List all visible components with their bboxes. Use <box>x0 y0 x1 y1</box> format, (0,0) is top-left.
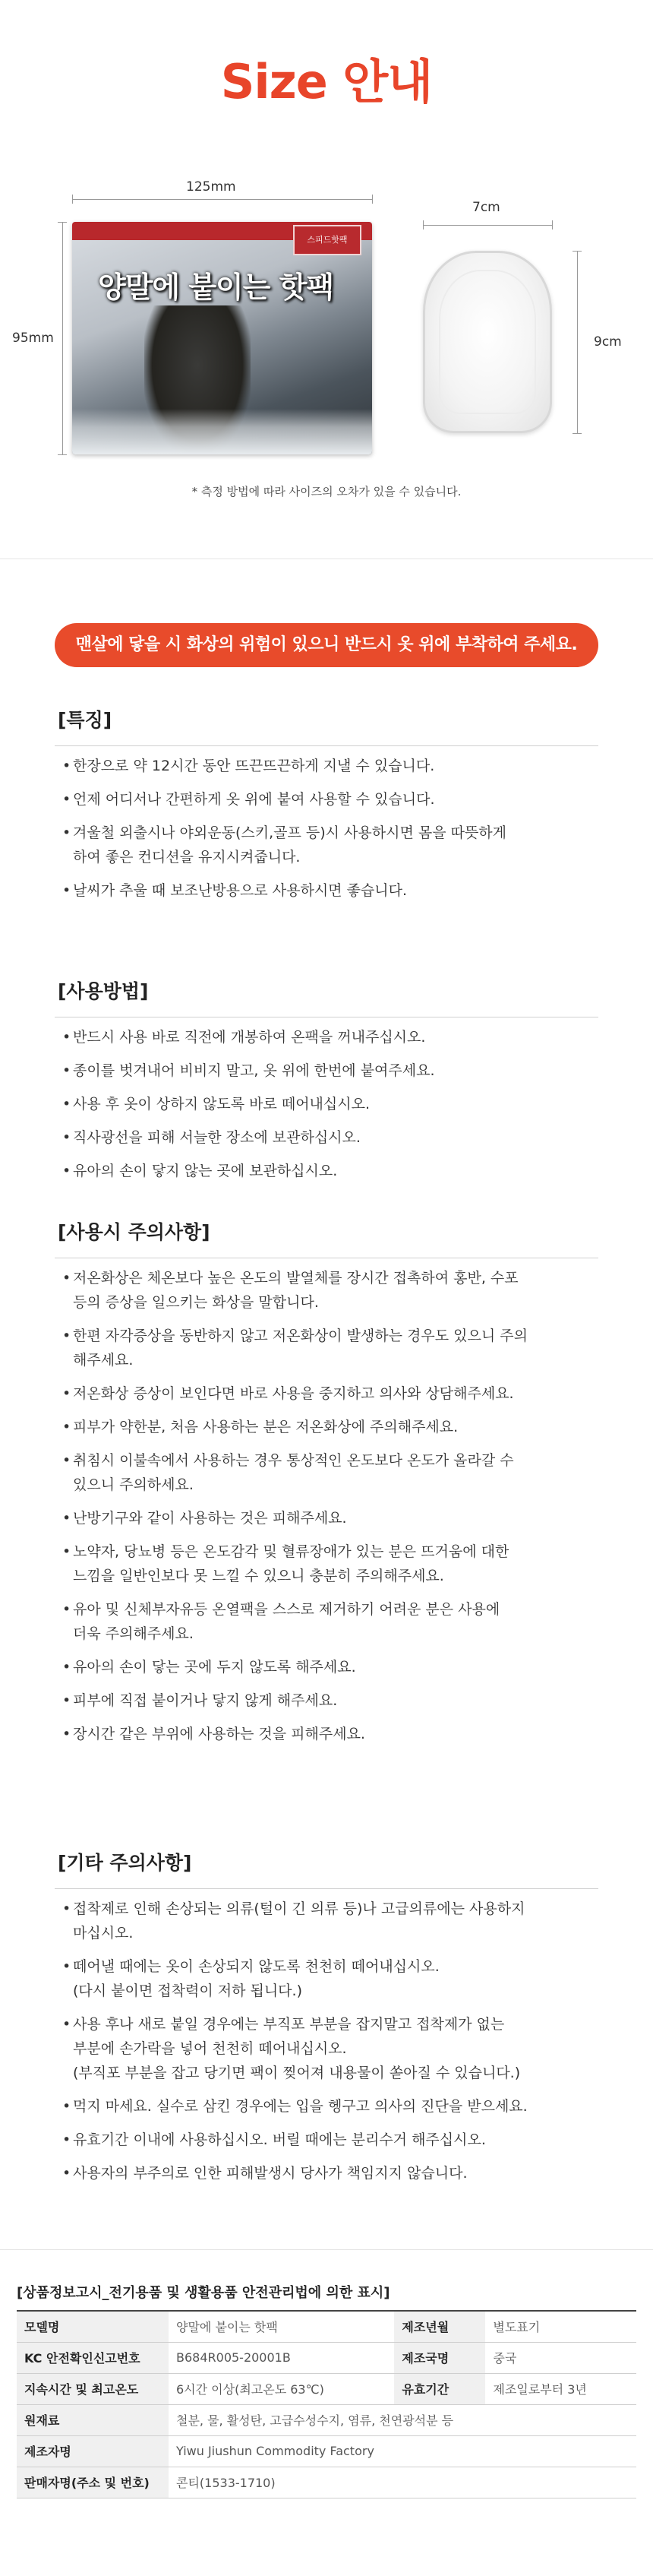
list-item: • 언제 어디서나 간편하게 옷 위에 붙여 사용할 수 있습니다. <box>55 787 598 812</box>
table-header-cell: 제조년월 <box>394 2311 485 2342</box>
list-item: • 사용자의 부주의로 인한 피해발생시 당사가 책임지지 않습니다. <box>55 2161 598 2185</box>
list-item: • 사용 후 옷이 상하지 않도록 바로 떼어내십시오. <box>55 1092 598 1116</box>
section-features <box>55 705 598 912</box>
pad-width-label: 7cm <box>472 200 500 215</box>
list-item: • 사용 후나 새로 붙일 경우에는 부직포 부분을 잡지말고 접착제가 없는 부분에 손가락을 넣어 천천히 떼어내십시오. (부직포 부분을 잡고 당기면 팩이 찢어져 내용물이 쏟아질 수 있습니다.) <box>55 2012 598 2085</box>
table-header-cell: 유효기간 <box>394 2373 485 2404</box>
table-header-cell: KC 안전확인신고번호 <box>17 2342 169 2373</box>
list-item: • 피부에 직접 붙이거나 닿지 않게 해주세요. <box>55 1688 598 1713</box>
list-item: • 유아의 손이 닿지 않는 곳에 보관하십시오. <box>55 1159 598 1183</box>
table-cell: 제조일로부터 3년 <box>485 2373 636 2404</box>
pack-width-label: 125mm <box>186 179 236 195</box>
caution-list <box>55 1258 598 1746</box>
pad-height-tick-bottom <box>573 433 582 434</box>
list-item: • 장시간 같은 부위에 사용하는 것을 피해주세요. <box>55 1722 598 1746</box>
pad-width-line <box>423 225 552 226</box>
table-row <box>17 2404 636 2435</box>
table-cell: 양말에 붙이는 핫팩 <box>169 2311 394 2342</box>
section-usage <box>55 976 598 1192</box>
table-cell: 6시간 이상(최고온도 63℃) <box>169 2373 394 2404</box>
table-header-cell: 지속시간 및 최고온도 <box>17 2373 169 2404</box>
pack-height-label: 95mm <box>12 331 54 346</box>
table-row <box>17 2311 636 2342</box>
list-item: • 날씨가 추울 때 보조난방용으로 사용하시면 좋습니다. <box>55 878 598 903</box>
hotpack-package-image <box>72 222 372 454</box>
package-snow <box>72 409 372 454</box>
pack-height-tick-top <box>58 222 67 223</box>
table-cell: 콘티(1533-1710) <box>169 2467 636 2498</box>
list-item: • 유아 및 신체부자유등 온열팩을 스스로 제거하기 어려운 분은 사용에 더욱 주의해주세요. <box>55 1597 598 1646</box>
size-note: * 측정 방법에 따라 사이즈의 오차가 있을 수 있습니다. <box>191 485 462 498</box>
pad-height-label: 9cm <box>594 334 622 350</box>
usage-list <box>55 1017 598 1183</box>
table-cell: 철분, 물, 활성탄, 고급수성수지, 염류, 천연광석분 등 <box>169 2404 636 2435</box>
burn-warning-banner: 맨살에 닿을 시 화상의 위험이 있으니 반드시 옷 위에 부착하여 주세요. <box>55 623 598 667</box>
pack-height-tick-bottom <box>58 454 67 455</box>
list-item: • 유아의 손이 닿는 곳에 두지 않도록 해주세요. <box>55 1655 598 1679</box>
table-header-cell: 원재료 <box>17 2404 169 2435</box>
table-cell: 별도표기 <box>485 2311 636 2342</box>
product-info-table <box>17 2310 636 2498</box>
pack-height-line <box>62 222 63 454</box>
section-title: [기타 주의사항] <box>58 1852 192 1874</box>
pad-height-line <box>577 251 578 433</box>
list-item: • 겨울철 외출시나 야외운동(스키,골프 등)시 사용하시면 몸을 따뜻하게 하여 좋은 컨디션을 유지시켜줍니다. <box>55 821 598 869</box>
section-title: [사용시 주의사항] <box>58 1221 210 1243</box>
list-item: • 떼어낼 때에는 옷이 손상되지 않도록 천천히 떼어내십시오. (다시 붙이면 접착력이 저하 됩니다.) <box>55 1954 598 2003</box>
section-divider <box>0 2249 653 2250</box>
list-item: • 먹지 마세요. 실수로 삼킨 경우에는 입을 헹구고 의사의 진단을 받으세요. <box>55 2094 598 2119</box>
pack-width-tick-right <box>372 195 373 204</box>
list-item: • 노약자, 당뇨병 등은 온도감각 및 혈류장애가 있는 분은 뜨거움에 대한 느낌을 일반인보다 못 느낄 수 있으니 충분히 주의해주세요. <box>55 1540 598 1588</box>
pack-width-tick-left <box>72 195 73 204</box>
list-item: • 한편 자각증상을 동반하지 않고 저온화상이 발생하는 경우도 있으니 주의 해주세요. <box>55 1324 598 1372</box>
list-item: • 직사광선을 피해 서늘한 장소에 보관하십시오. <box>55 1125 598 1150</box>
pad-width-tick-left <box>423 220 424 229</box>
pack-width-line <box>72 199 372 200</box>
table-header-cell: 제조자명 <box>17 2435 169 2467</box>
package-product-name: 양말에 붙이는 핫팩 <box>98 271 334 304</box>
package-brand-badge: 스피드핫팩 <box>293 225 361 255</box>
pad-height-tick-top <box>573 251 582 252</box>
table-row <box>17 2342 636 2373</box>
table-cell: B684R005-20001B <box>169 2342 394 2373</box>
list-item: • 종이를 벗겨내어 비비지 말고, 옷 위에 한번에 붙여주세요. <box>55 1059 598 1083</box>
list-item: • 한장으로 약 12시간 동안 뜨끈뜨끈하게 지낼 수 있습니다. <box>55 754 598 778</box>
product-info-title: [상품정보고시_전기용품 및 생활용품 안전관리법에 의한 표시] <box>17 2285 390 2301</box>
hotpack-pad-image <box>423 251 552 433</box>
pad-inner-seam <box>439 270 536 414</box>
table-row <box>17 2435 636 2467</box>
other-caution-list <box>55 1888 598 2185</box>
section-cautions <box>55 1217 598 1755</box>
list-item: • 유효기간 이내에 사용하십시오. 버릴 때에는 분리수거 해주십시오. <box>55 2128 598 2152</box>
table-cell: 중국 <box>485 2342 636 2373</box>
table-cell: Yiwu Jiushun Commodity Factory <box>169 2435 636 2467</box>
list-item: • 난방기구와 같이 사용하는 것은 피해주세요. <box>55 1506 598 1530</box>
list-item: • 저온화상은 체온보다 높은 온도의 발열체를 장시간 접촉하여 홍반, 수포 등의 증상을 일으키는 화상을 말합니다. <box>55 1266 598 1315</box>
table-row <box>17 2467 636 2498</box>
table-row <box>17 2373 636 2404</box>
table-header-cell: 제조국명 <box>394 2342 485 2373</box>
feature-list <box>55 745 598 903</box>
page-title: Size 안내 <box>220 54 433 109</box>
list-item: • 저온화상 증상이 보인다면 바로 사용을 중지하고 의사와 상담해주세요. <box>55 1381 598 1406</box>
section-title: [사용방법] <box>58 980 149 1002</box>
section-title: [특징] <box>58 709 112 731</box>
section-other-cautions <box>55 1848 598 2195</box>
table-header-cell: 판매자명(주소 및 번호) <box>17 2467 169 2498</box>
list-item: • 반드시 사용 바로 직전에 개봉하여 온팩을 꺼내주십시오. <box>55 1025 598 1049</box>
list-item: • 피부가 약한분, 처음 사용하는 분은 저온화상에 주의해주세요. <box>55 1415 598 1439</box>
list-item: • 접착제로 인해 손상되는 의류(털이 긴 의류 등)나 고급의류에는 사용하지 마십시오. <box>55 1897 598 1945</box>
list-item: • 취침시 이불속에서 사용하는 경우 통상적인 온도보다 온도가 올라갈 수 있으니 주의하세요. <box>55 1448 598 1497</box>
table-header-cell: 모델명 <box>17 2311 169 2342</box>
pad-width-tick-right <box>552 220 553 229</box>
